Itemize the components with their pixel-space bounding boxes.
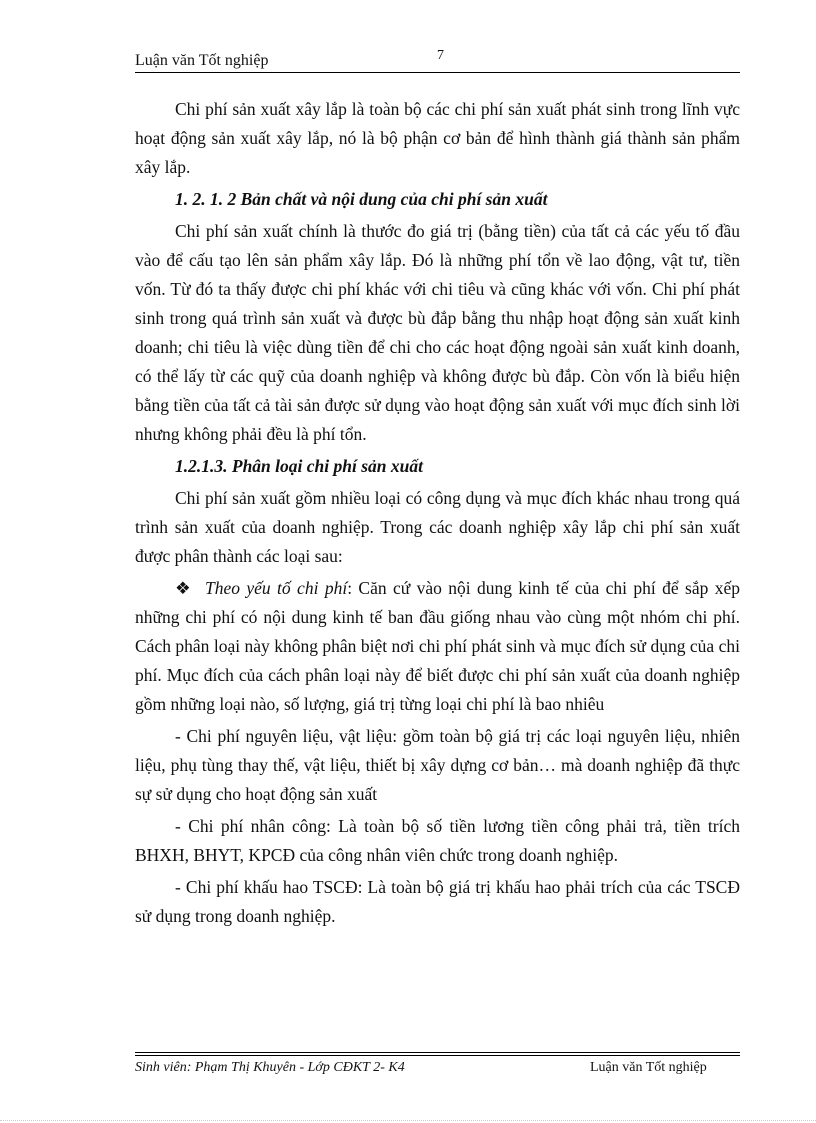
paragraph-labor: - Chi phí nhân công: Là toàn bộ số tiền lương tiền công phải trả, tiền trích BHXH, BHYT, KPCĐ của công nhân viên chức trong doanh nghiệp.: [135, 816, 740, 865]
paragraph-classification: Chi phí sản xuất gồm nhiều loại có công dụng và mục đích khác nhau trong quá trình sản xuất của doanh nghiệp. Trong các doanh nghiệp xây lắp chi phí sản xuất được phân thành các loại sau:: [135, 488, 740, 566]
diamond-bullet-icon: ❖: [175, 578, 191, 598]
footer-title: Luận văn Tốt nghiệp: [590, 1060, 707, 1075]
paragraph-nature: Chi phí sản xuất chính là thước đo giá trị (bằng tiền) của tất cả các yếu tố đầu vào để cấu tạo lên sản phẩm xây lắp. Đó là những phí tổn về lao động, vật tư, tiền vốn. Từ đó ta thấy được chi phí khác với chi tiêu và cũng khác với vốn. Chi phí phát sinh trong quá trình sản xuất và được bù đắp bằng thu nhập hoạt động sản xuất kinh doanh; chi tiêu là việc dùng tiền để chi cho các hoạt động ngoài sản xuất kinh doanh, có thể lấy từ các quỹ của doanh nghiệp và không được bù đắp. Còn vốn là biểu hiện bằng tiền của tất cả tài sản được sử dụng vào hoạt động sản xuất với mục đích sinh lời nhưng không phải đều là phí tổn.: [135, 221, 740, 444]
bullet-text: : Căn cứ vào nội dung kinh tế của chi phí để sắp xếp những chi phí có nội dung kinh tế ban đầu giống nhau vào cùng một nhóm chi phí. Cách phân loại này không phân biệt nơi chi phí phát sinh và mục đích sử dụng của chi phí. Mục đích của cách phân loại này để biết được chi phí sản xuất của doanh nghiệp gồm những loại nào, số lượng, giá trị từng loại chi phí là bao nhiêu: [135, 578, 740, 714]
footer-student-info: Sinh viên: Phạm Thị Khuyên - Lớp CĐKT 2- K4: [135, 1060, 405, 1075]
page-edge-dotted-line: [0, 1120, 816, 1121]
section-heading-classification: 1.2.1.3. Phân loại chi phí sản xuất: [175, 456, 423, 476]
paragraph-materials: - Chi phí nguyên liệu, vật liệu: gồm toàn bộ giá trị các loại nguyên liệu, nhiên liệu, phụ tùng thay thế, vật liệu, thiết bị xây dựng cơ bản… mà doanh nghiệp đã thực sự sử dụng cho hoạt động sản xuất: [135, 726, 740, 804]
paragraph-definition: Chi phí sản xuất xây lắp là toàn bộ các chi phí sản xuất phát sinh trong lĩnh vực hoạt động sản xuất xây lắp, nó là bộ phận cơ bản để hình thành giá thành sản phẩm xây lắp.: [135, 99, 740, 177]
footer-divider-top: [135, 1052, 740, 1053]
paragraph-depreciation: - Chi phí khấu hao TSCĐ: Là toàn bộ giá trị khấu hao phải trích của các TSCĐ sử dụng trong doanh nghiệp.: [135, 877, 740, 926]
page-number: 7: [437, 48, 444, 63]
document-body: [135, 95, 740, 934]
header-title: Luận văn Tốt nghiệp: [135, 52, 269, 69]
header-divider: [135, 72, 740, 73]
bullet-item-cost-factor: [135, 574, 740, 719]
bullet-label: Theo yếu tố chi phí: [205, 578, 348, 598]
page-header: [135, 46, 740, 74]
section-heading-nature: 1. 2. 1. 2 Bản chất và nội dung của chi phí sản xuất: [175, 189, 548, 209]
footer-divider-bottom: [135, 1055, 740, 1056]
